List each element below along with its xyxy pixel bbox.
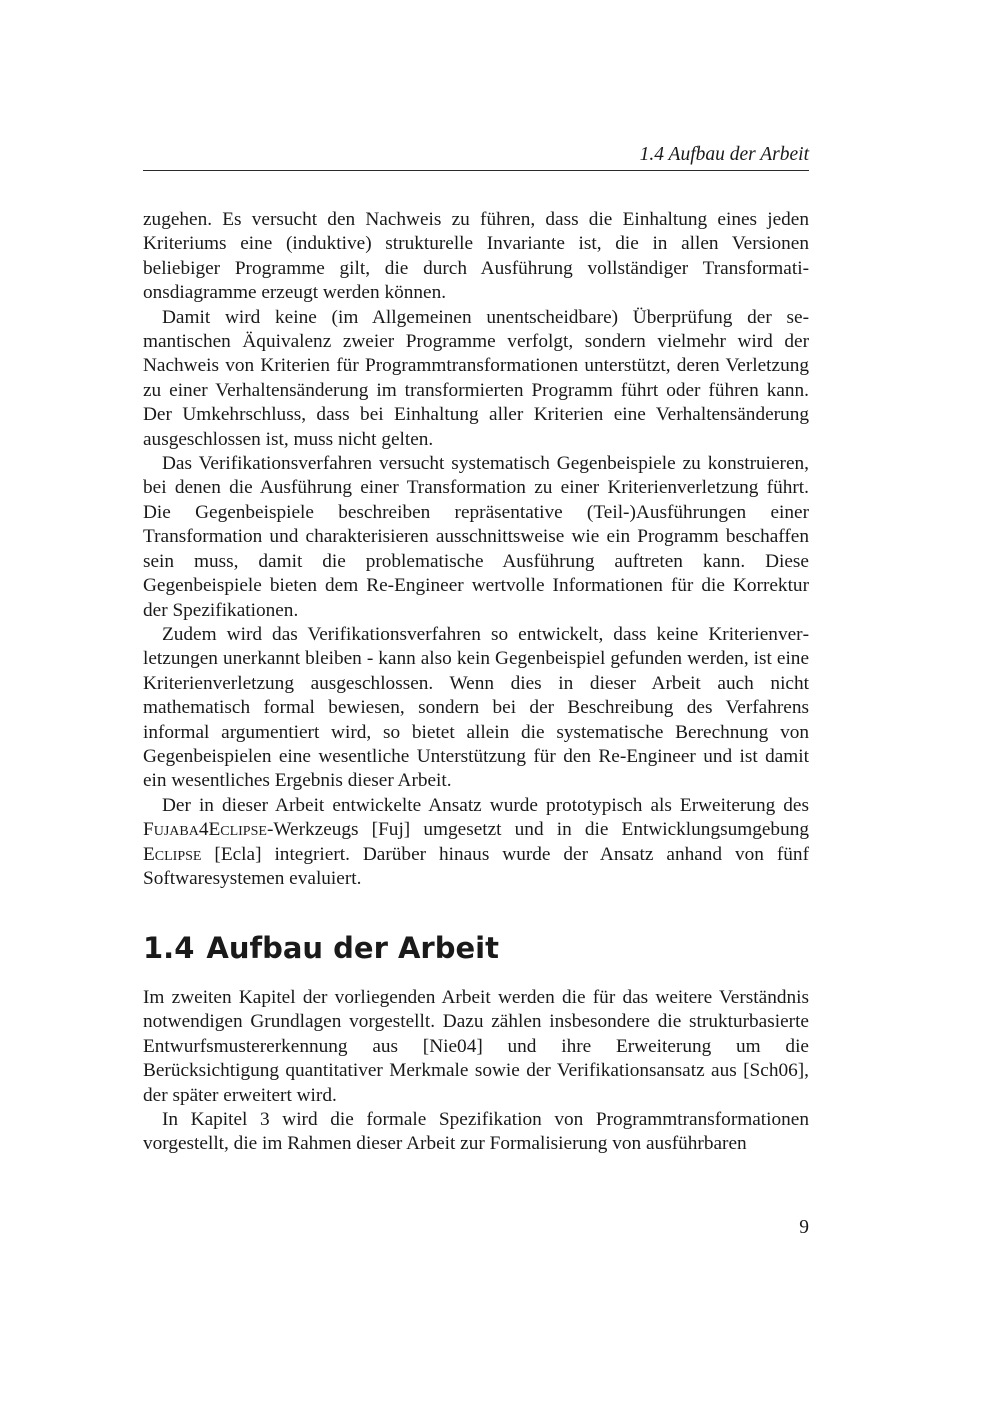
paragraph-text: [Ecla] integriert. Darüber hinaus wurde der Ansatz anhand von fünf Softwaresystemen evaluiert. bbox=[143, 843, 809, 889]
paragraph: zugehen. Es versucht den Nachweis zu führen, dass die Einhaltung eines jeden Kriteriums eine (induktive) strukturelle Invariante ist, die in allen Versionen beliebiger Programme gilt, die durch Ausführung vollständiger Transformationsdiagramme erzeugt werden können. bbox=[143, 209, 809, 304]
paragraph: Zudem wird das Verifikationsverfahren so entwickelt, dass keine Kriterienverletzungen unerkannt bleiben - kann also kein Gegenbeispiel gefunden werden, ist eine Kriterienverletzung ausgeschlossen. Wenn dies in dieser Arbeit auch nicht mathematisch formal bewiesen, sondern bei der Beschreibung des Verfahrens informal argumentiert wird, so bietet allein die systematische Berechnung von Gegenbeispielen eine wesentliche Unterstützung für den Re-Engineer und ist damit ein wesentliches Ergebnis dieser Arbeit. bbox=[143, 623, 809, 792]
section-body bbox=[143, 986, 809, 1157]
paragraph: Damit wird keine (im Allgemeinen unentscheidbare) Überprüfung der semantischen Äquivalenz zweier Programme verfolgt, sondern vielmehr wird der Nachweis von Kriterien für Programmtransformationen unterstützt, deren Verletzung zu einer Verhaltensänderung im transformierten Programm führt oder führen kann. Der Umkehrschluss, dass bei Einhaltung aller Kriterien eine Verhaltensänderung ausgeschlossen ist, muss nicht gelten. bbox=[143, 306, 809, 450]
section-number: 1.4 bbox=[143, 931, 195, 965]
paragraph-text: Der in dieser Arbeit entwickelte Ansatz wurde prototypisch als Erweiterung des bbox=[162, 794, 809, 816]
paragraph bbox=[143, 794, 809, 892]
paragraph: In Kapitel 3 wird die formale Spezifikation von Programmtransformationen vorgestellt, die im Rahmen dieser Arbeit zur Formalisierung von ausführbaren bbox=[143, 1109, 809, 1155]
section-title: Aufbau der Arbeit bbox=[206, 931, 499, 965]
paragraph: Das Verifikationsverfahren versucht systematisch Gegenbeispiele zu konstruieren, bei denen die Ausführung einer Transformation zu einer Kriterienverletzung führt. Die Gegenbeispiele beschreiben repräsentative (Teil-)Ausführungen einer Transformation und charakterisieren ausschnittsweise wie ein Programm beschaffen sein muss, damit die problematische Ausführung auftreten kann. Diese Gegenbeispiele bieten dem Re-Engineer wertvolle Informationen für die Korrektur der Spezifikationen. bbox=[143, 453, 809, 621]
paragraph-text: -Werkzeugs [Fuj] umgesetzt und in die Entwicklungsumgebung bbox=[266, 819, 809, 841]
body-text bbox=[143, 208, 809, 891]
tool-name: Fujaba4Eclipse bbox=[143, 819, 267, 841]
running-header bbox=[143, 143, 809, 171]
page-number: 9 bbox=[799, 1217, 809, 1238]
section-heading bbox=[143, 928, 499, 968]
ide-name: Eclipse bbox=[143, 843, 202, 865]
running-header-title: 1.4 Aufbau der Arbeit bbox=[639, 144, 809, 165]
paragraph: Im zweiten Kapitel der vorliegenden Arbeit werden die für das weitere Verständnis notwendigen Grundlagen vorgestellt. Dazu zählen insbesondere die strukturbasierte Entwurfsmustererkennung aus [Nie04] und ihre Erweiterung um die Berücksichtigung quantitativer Merkmale sowie der Verifikationsansatz aus [Sch06], der später erweitert wird. bbox=[143, 987, 809, 1106]
